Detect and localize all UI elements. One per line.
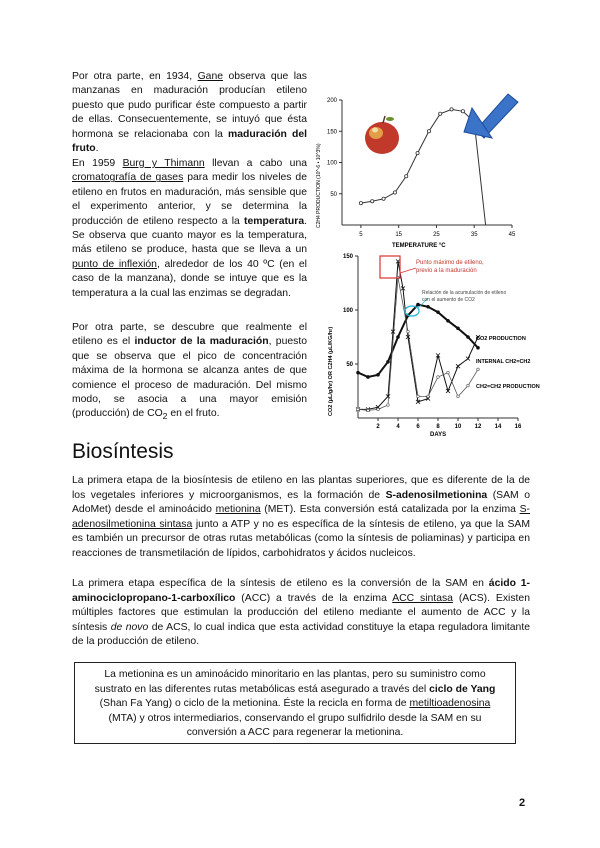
data-point-production	[387, 404, 390, 407]
y-tick-label: 50	[346, 362, 353, 368]
text: En 1959	[72, 158, 123, 169]
data-point	[461, 110, 464, 113]
paragraph-sam	[72, 474, 530, 562]
data-point-co2	[436, 310, 440, 314]
x-tick-label: 12	[474, 424, 482, 430]
legend-production: CH2=CH2 PRODUCTION	[476, 384, 540, 390]
paragraph-acc	[72, 577, 530, 650]
data-point-production	[377, 408, 380, 411]
chart-days	[318, 248, 540, 438]
data-point-production	[407, 330, 410, 333]
data-point-co2	[476, 346, 480, 350]
annotation-co2-text: Relación de la acumulación de etileno con el aumento de CO2	[422, 290, 507, 303]
paragraph-gane	[72, 70, 307, 156]
bold-term: ácido 1-aminociclopropano-1-carboxílico	[72, 578, 530, 604]
y-tick-label: 150	[342, 254, 353, 260]
text: Por otra parte, en 1934,	[72, 71, 198, 82]
x-tick-label: 5	[359, 232, 363, 238]
data-point	[382, 197, 385, 200]
annotation-line	[400, 268, 416, 273]
data-point-co2	[426, 305, 430, 309]
data-point-internal	[456, 364, 460, 368]
data-point-co2	[356, 371, 360, 375]
italic-term: de novo	[110, 621, 149, 633]
data-point-co2	[396, 335, 400, 339]
chart-temperature	[312, 90, 522, 250]
y-tick-label: 100	[326, 160, 337, 167]
link-metionina[interactable]: metionina	[215, 504, 261, 516]
data-point-production	[467, 384, 470, 387]
x-tick-label: 8	[436, 424, 440, 430]
x-tick-label: 2	[376, 424, 380, 430]
text: en el fruto.	[167, 408, 220, 420]
x-tick-label: 35	[470, 232, 478, 238]
y-tick-label: 200	[326, 98, 337, 104]
info-box-yang-cycle	[74, 662, 516, 744]
y-tick-label: 150	[326, 129, 337, 136]
text: (MTA) y otros intermediarios, conservando el grupo sulfidrilo desde la SAM en su conversión a ACC para regenerar la metionina.	[108, 712, 482, 739]
data-point	[427, 130, 430, 133]
data-point	[450, 108, 453, 111]
data-point-co2	[366, 375, 370, 379]
x-tick-label: 6	[416, 424, 420, 430]
page-number: 2	[519, 797, 526, 809]
text: Por otra parte, se descubre que realmente el etileno es el	[72, 322, 307, 348]
data-point-production	[437, 376, 440, 379]
data-point	[393, 191, 396, 194]
link-acc-sintasa[interactable]: ACC sintasa	[392, 592, 453, 604]
series-line-co2	[358, 305, 478, 377]
y-tick-label: 100	[342, 308, 353, 314]
text: (ACC) a través de la enzima	[235, 592, 393, 604]
data-point-production	[477, 368, 480, 371]
x-tick-label: 4	[396, 424, 400, 430]
text: La metionina es un aminoácido minoritario en las plantas, pero su suministro como sustrato en las diferentes rutas metabólicas está asegurado a través del	[94, 669, 486, 695]
link-punto-inflexion[interactable]: punto de inflexión	[72, 258, 157, 270]
y-axis-label: CO2 (μL/g/hr) OR C2H4 (μL/KG/hr)	[328, 326, 334, 416]
data-point-production	[457, 395, 460, 398]
text: (MET). Esta conversión está catalizada por la enzima	[260, 504, 520, 516]
text: de ACS, lo cual indica que esta actividad constituye la etapa reguladora limitante de la producción de etileno.	[72, 621, 530, 648]
link-burg-thimann[interactable]: Burg y Thimann	[122, 158, 205, 169]
data-point	[416, 152, 419, 155]
link-cromatografia[interactable]: cromatografía de gases	[72, 172, 184, 184]
link-sam-sintasa[interactable]: S-adenosilmetionina sintasa	[72, 504, 530, 530]
legend-internal: INTERNAL CH2=CH2	[476, 359, 531, 365]
data-point-production	[417, 395, 420, 398]
bold-term: temperatura	[244, 215, 305, 227]
text: , puesto que se observa que el pico de concentración máxima de la hormona se alcanza antes de que comience el proceso de maduración. Del mismo modo, se asocia a una mayor emisión (producción) de CO	[72, 336, 307, 420]
data-point-co2	[466, 335, 470, 339]
text: . Se observa que cuanto mayor es la temperatura, más etileno se produce, hasta que se lleva a un	[72, 215, 307, 256]
bold-term: inductor de la maduración	[134, 336, 269, 348]
paragraph-burg-thimann	[72, 157, 307, 301]
x-tick-label: 10	[454, 424, 462, 430]
data-point-co2	[416, 303, 420, 307]
data-point-co2	[376, 373, 380, 377]
text: La primera etapa específica de la síntesis de etileno es la conversión de la SAM en	[72, 578, 489, 589]
y-tick-label: 50	[330, 191, 337, 198]
apple-image	[365, 116, 399, 154]
series-line-internal-ethylene	[358, 261, 478, 409]
data-point	[359, 202, 362, 205]
data-point	[439, 112, 442, 115]
data-point-co2	[386, 360, 390, 364]
text: para medir los niveles de etileno en frutos en maduración, más sensible que el experimento anterior, y se determina la producción de etileno respecto a la	[72, 172, 307, 227]
bold-term: S-adenosilmetionina	[385, 489, 488, 501]
text: junto a ATP y no es específica de la síntesis de etileno, ya que la SAM es también un precursor de otras rutas metabólicas (como la síntesis de poliaminas) y participa en reacciones de transmetilación de lípidos, carbohidratos y ácidos nucleicos.	[72, 518, 530, 559]
link-metiltioadenosina[interactable]: metiltioadenosina	[409, 698, 491, 710]
text: (Shan Fa Yang) o ciclo de la metionina. Éste la recicla en forma de	[99, 698, 410, 710]
blue-arrow-icon	[464, 94, 518, 138]
data-point-production	[427, 395, 430, 398]
x-tick-label: 16	[514, 424, 522, 430]
y-axis-label: C2H4 PRODUCTION (10^-6 • 10^3%)	[316, 143, 322, 228]
subscript: 2	[162, 411, 168, 422]
data-point	[405, 175, 408, 178]
text: observa que las manzanas en maduración producían etileno puesto que pudo purificar éste compuesto a partir de ellas. Consecuentemente, se intuyó que ésta hormona se relacionaba con la	[72, 71, 308, 140]
data-point-internal	[466, 357, 470, 361]
data-point	[371, 200, 374, 203]
paragraph-inductor	[72, 321, 307, 424]
data-point-co2	[446, 319, 450, 323]
x-tick-label: 15	[395, 232, 403, 238]
x-axis-label: TEMPERATURE °C	[392, 243, 446, 249]
annotation-peak-text: Punto máximo de etileno, previo a la maduración	[416, 260, 484, 274]
text: , alrededor de los 40 ºC (en el caso de la manzana), donde se intuye que es la temperatura a la cual las enzimas se degradan.	[72, 258, 307, 299]
data-point-production	[357, 408, 360, 411]
data-point-production	[367, 409, 370, 412]
bold-term: ciclo de Yang	[429, 683, 496, 695]
section-heading: Biosíntesis	[72, 440, 174, 463]
text: llevan a cabo una	[204, 158, 308, 169]
x-tick-label: 25	[433, 232, 440, 238]
link-gane[interactable]: Gane	[197, 71, 223, 82]
data-point-co2	[456, 327, 460, 331]
x-tick-label: 14	[494, 424, 502, 430]
text: (ACS). Existen múltiples factores que estimulan la producción del etileno mediante el aumento de ACC y la síntesis	[72, 592, 530, 633]
x-tick-label: 45	[508, 232, 516, 238]
bold-term: maduración del fruto	[72, 128, 307, 155]
legend-co2: CO2 PRODUCTION	[476, 336, 526, 342]
text: .	[95, 143, 99, 155]
x-axis-label: DAYS	[430, 432, 447, 438]
data-point-production	[447, 371, 450, 374]
text: La primera etapa de la biosíntesis de etileno en las plantas superiores, que es diferente de la de los vegetales inferiores y microorganismos, es la formación de	[72, 475, 530, 501]
text: (SAM o AdoMet) desde el aminoácido	[72, 489, 530, 516]
